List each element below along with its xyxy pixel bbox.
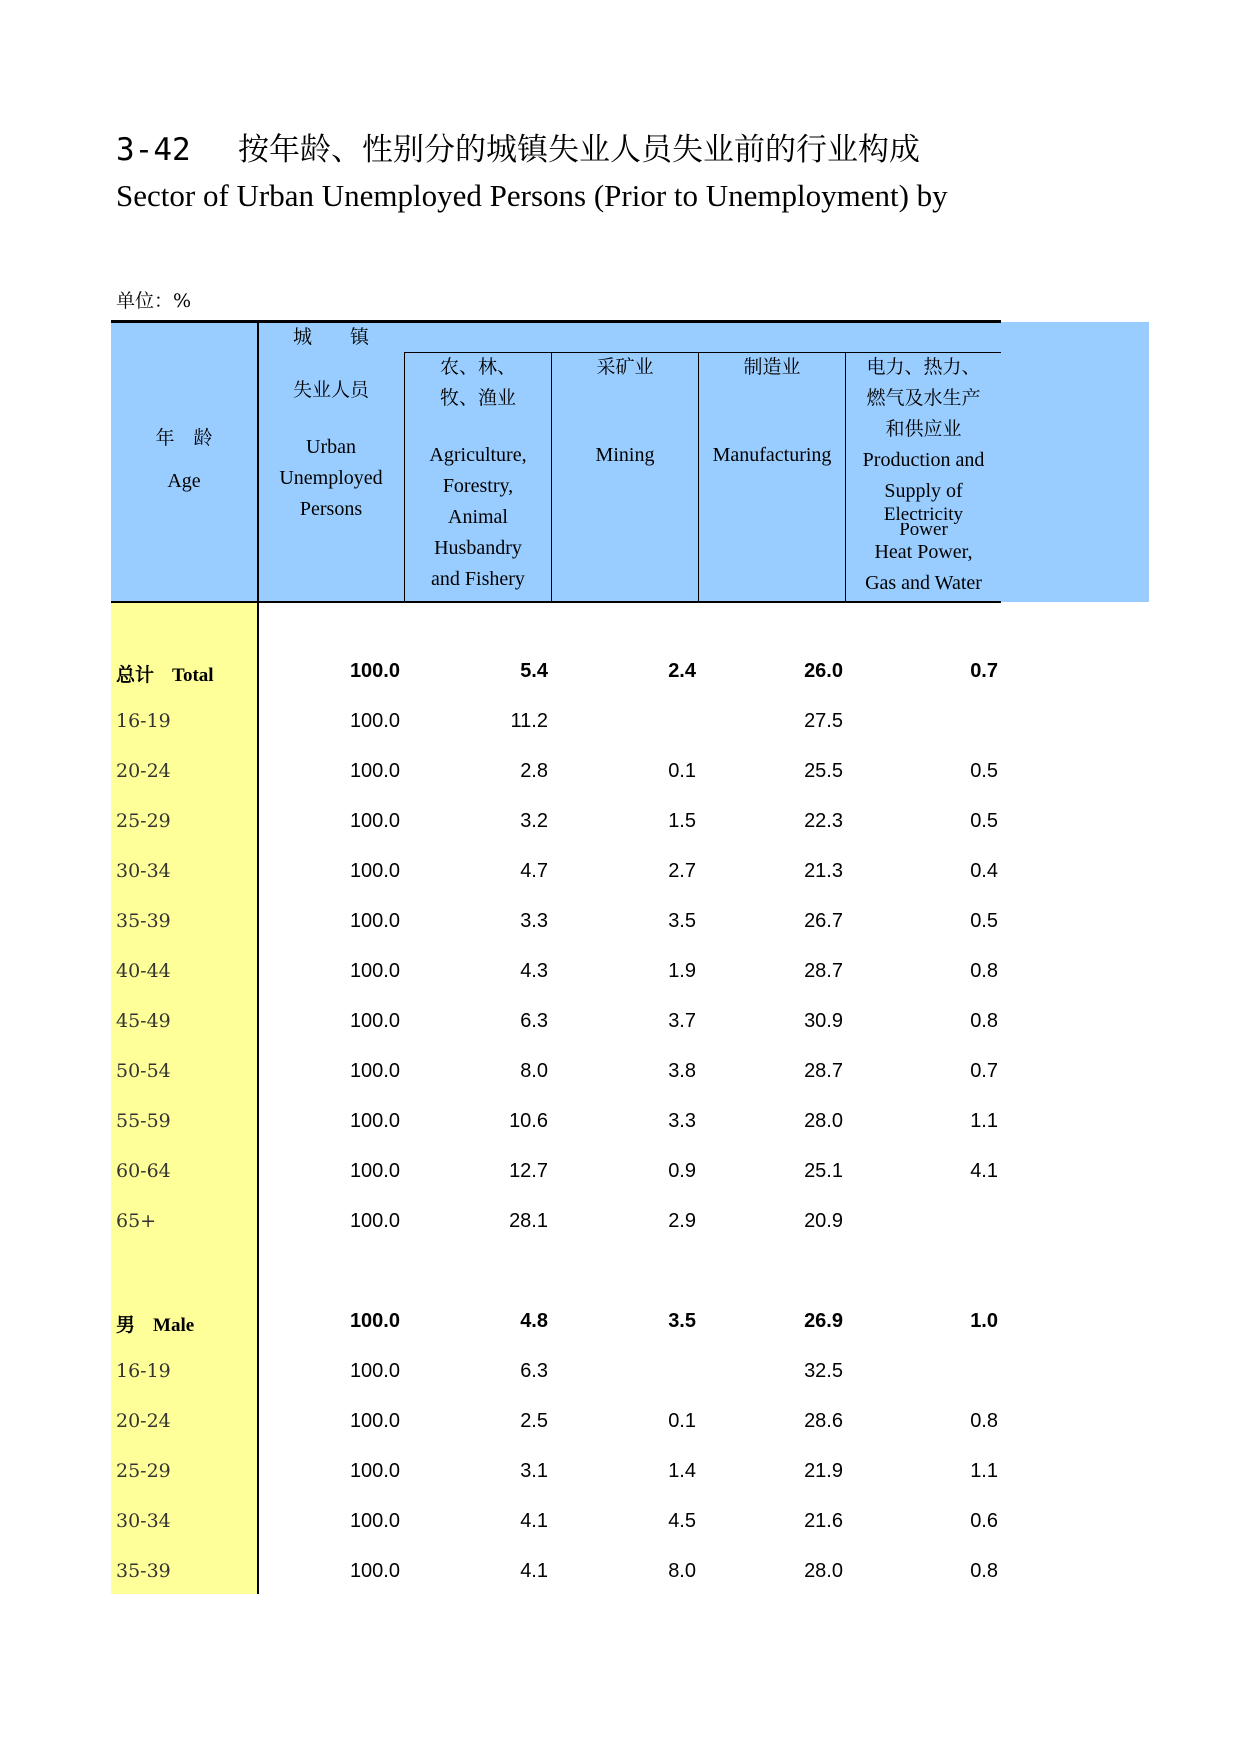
row-label-text: 25-29 <box>116 810 171 832</box>
table-cell: 4.1 <box>520 1560 548 1582</box>
header-manufacturing-en: Manufacturing <box>712 444 832 466</box>
page-title-cn <box>116 124 920 169</box>
table-cell: 4.1 <box>970 1160 998 1182</box>
table-cell: 0.1 <box>668 760 696 782</box>
table-cell: 2.9 <box>668 1210 696 1232</box>
table-cell: 0.6 <box>970 1510 998 1532</box>
table-number: 3-42 <box>116 132 191 168</box>
table-cell: 0.8 <box>970 960 998 982</box>
table-cell: 4.7 <box>520 860 548 882</box>
table-cell: 2.8 <box>520 760 548 782</box>
row-label-text: 55-59 <box>116 1110 171 1132</box>
table-cell: 10.6 <box>509 1110 548 1132</box>
row-label <box>116 1010 171 1032</box>
table-cell: 8.0 <box>668 1560 696 1582</box>
table-cell: 100.0 <box>349 760 400 782</box>
table-cell: 8.0 <box>520 1060 548 1082</box>
table-row <box>0 1348 1240 1398</box>
header-total-cn1: 城 镇 <box>292 326 369 348</box>
row-label <box>116 1310 194 1337</box>
row-label <box>116 1360 171 1382</box>
table-cell: 3.5 <box>668 910 696 932</box>
table-cell: 3.3 <box>520 910 548 932</box>
table-cell: 6.3 <box>520 1360 548 1382</box>
header-manufacturing-cn: 制造业 <box>743 356 801 378</box>
row-label <box>116 760 171 782</box>
table-row <box>0 1198 1240 1248</box>
table-row <box>0 648 1240 698</box>
table-cell: 0.7 <box>970 1060 998 1082</box>
table-cell: 6.3 <box>520 1010 548 1032</box>
table-cell: 100.0 <box>349 960 400 982</box>
row-label-en: Total <box>172 665 214 686</box>
table-cell: 0.8 <box>970 1560 998 1582</box>
header-agri-en1: Agriculture, <box>429 444 527 466</box>
header-agri-cn2: 牧、渔业 <box>439 387 516 409</box>
table-cell: 26.7 <box>804 910 843 932</box>
table-cell: 32.5 <box>804 1360 843 1382</box>
row-label <box>116 1510 171 1532</box>
table-cell: 0.4 <box>970 860 998 882</box>
row-label-text: 60-64 <box>116 1160 171 1182</box>
row-label-text: 30-34 <box>116 860 171 882</box>
table-cell: 100.0 <box>349 1110 400 1132</box>
table-cell: 100.0 <box>349 1210 400 1232</box>
row-label <box>116 810 171 832</box>
table-cell: 100.0 <box>349 710 400 732</box>
table-cell: 3.3 <box>668 1110 696 1132</box>
row-label-text: 45-49 <box>116 1010 171 1032</box>
table-cell: 0.5 <box>970 760 998 782</box>
table-cell: 25.1 <box>804 1160 843 1182</box>
row-label <box>116 1460 171 1482</box>
table-cell: 100.0 <box>349 1160 400 1182</box>
table-cell: 0.1 <box>668 1410 696 1432</box>
row-label <box>116 860 171 882</box>
header-urban-unemployed <box>258 322 404 525</box>
table-cell: 28.1 <box>509 1210 548 1232</box>
table-cell: 21.6 <box>804 1510 843 1532</box>
table-cell: 5.4 <box>520 660 548 682</box>
header-agri-en3: Animal <box>448 506 508 528</box>
table-cell: 22.3 <box>804 810 843 832</box>
row-label <box>116 1410 171 1432</box>
table-cell: 28.6 <box>804 1410 843 1432</box>
header-elec-cn2: 燃气及水生产 <box>866 387 981 409</box>
table-row <box>0 998 1240 1048</box>
table-cell: 100.0 <box>349 1310 400 1332</box>
row-label <box>116 1560 171 1582</box>
table-cell: 1.0 <box>970 1310 998 1332</box>
row-label-text: 20-24 <box>116 1410 171 1432</box>
table-cell: 3.7 <box>668 1010 696 1032</box>
table-row <box>0 1498 1240 1548</box>
header-elec-en5: Heat Power, <box>874 541 973 563</box>
table-cell: 3.2 <box>520 810 548 832</box>
table-cell: 100.0 <box>349 910 400 932</box>
table-cell: 25.5 <box>804 760 843 782</box>
table-cell: 2.7 <box>668 860 696 882</box>
table-cell: 0.8 <box>970 1010 998 1032</box>
table-row <box>0 1298 1240 1348</box>
header-agri-en5: and Fishery <box>431 568 525 590</box>
table-cell: 3.1 <box>520 1460 548 1482</box>
table-row <box>0 1148 1240 1198</box>
table-row <box>0 748 1240 798</box>
header-age-en: Age <box>167 470 201 492</box>
row-label-text: 30-34 <box>116 1510 171 1532</box>
header-agriculture <box>405 352 551 595</box>
header-elec-en1: Production and <box>862 449 985 471</box>
header-agri-en2: Forestry, <box>442 475 514 497</box>
row-label-text: 总计 <box>116 664 155 686</box>
header-age <box>111 423 257 497</box>
row-label-en: Male <box>153 1315 195 1336</box>
table-cell: 12.7 <box>509 1160 548 1182</box>
table-cell: 26.9 <box>804 1310 843 1332</box>
header-electricity <box>846 352 1001 599</box>
table-cell: 100.0 <box>349 1560 400 1582</box>
row-label-text: 35-39 <box>116 1560 171 1582</box>
table-cell: 1.9 <box>668 960 696 982</box>
header-elec-cn1: 电力、热力、 <box>866 356 981 378</box>
row-label <box>116 710 171 732</box>
unit-label: 单位：% <box>116 290 192 312</box>
table-cell: 0.7 <box>970 660 998 682</box>
table-cell: 1.5 <box>668 810 696 832</box>
table-row <box>0 1548 1240 1598</box>
table-cell: 11.2 <box>510 710 548 732</box>
row-label <box>116 1160 171 1182</box>
row-label-text: 16-19 <box>116 710 171 732</box>
table-cell: 4.8 <box>520 1310 548 1332</box>
table-row <box>0 1098 1240 1148</box>
table-cell: 4.3 <box>520 960 548 982</box>
table-row <box>0 1448 1240 1498</box>
table-top-rule <box>111 320 1001 323</box>
row-label <box>116 960 171 982</box>
table-row <box>0 848 1240 898</box>
table-cell: 30.9 <box>804 1010 843 1032</box>
table-cell: 3.5 <box>668 1310 696 1332</box>
row-label-text: 16-19 <box>116 1360 171 1382</box>
table-cell: 0.5 <box>970 810 998 832</box>
table-cell: 100.0 <box>349 1360 400 1382</box>
row-label <box>116 1210 156 1232</box>
table-row <box>0 798 1240 848</box>
row-label-text: 50-54 <box>116 1060 171 1082</box>
header-mining <box>552 352 698 471</box>
header-elec-en3: Electricity <box>883 504 964 525</box>
header-agri-en4: Husbandry <box>434 537 522 559</box>
header-elec-cn3: 和供应业 <box>885 418 962 440</box>
header-elec-en6: Gas and Water <box>865 572 982 594</box>
table-cell: 0.9 <box>668 1160 696 1182</box>
header-agri-cn1: 农、林、 <box>439 356 516 378</box>
row-label <box>116 910 171 932</box>
row-label-text: 40-44 <box>116 960 171 982</box>
table-cell: 100.0 <box>349 810 400 832</box>
title-cn-text: 按年龄、性别分的城镇失业人员失业前的行业构成 <box>238 132 920 168</box>
table-cell: 26.0 <box>804 660 843 682</box>
row-label <box>116 1060 171 1082</box>
table-cell: 2.4 <box>668 660 696 682</box>
header-total-en3: Persons <box>299 498 363 520</box>
header-elec-en2: Supply of <box>884 480 963 502</box>
table-cell: 100.0 <box>349 1510 400 1532</box>
table-cell: 0.8 <box>970 1410 998 1432</box>
row-label-text: 35-39 <box>116 910 171 932</box>
row-label <box>116 660 214 687</box>
header-mining-en: Mining <box>595 444 655 466</box>
table-cell: 28.0 <box>804 1560 843 1582</box>
header-total-en2: Unemployed <box>279 467 383 489</box>
table-row <box>0 1048 1240 1098</box>
table-row <box>0 1398 1240 1448</box>
table-cell: 28.7 <box>804 1060 843 1082</box>
table-cell: 100.0 <box>349 860 400 882</box>
row-label-text: 25-29 <box>116 1460 171 1482</box>
table-cell: 1.4 <box>668 1460 696 1482</box>
table-cell: 21.3 <box>804 860 843 882</box>
table-cell: 27.5 <box>804 710 843 732</box>
table-cell: 21.9 <box>804 1460 843 1482</box>
header-elec-en4: Power <box>899 523 948 537</box>
table-cell: 3.8 <box>668 1060 696 1082</box>
table-row <box>0 948 1240 998</box>
table-cell: 100.0 <box>349 1060 400 1082</box>
header-mining-cn: 采矿业 <box>596 356 654 378</box>
table-cell: 100.0 <box>349 1410 400 1432</box>
table-cell: 100.0 <box>349 1010 400 1032</box>
table-cell: 100.0 <box>349 1460 400 1482</box>
header-manufacturing <box>699 352 845 471</box>
table-row <box>0 898 1240 948</box>
row-label-text: 65+ <box>116 1210 157 1232</box>
row-label <box>116 1110 171 1132</box>
table-cell: 28.7 <box>804 960 843 982</box>
row-label-text: 男 <box>116 1314 136 1336</box>
table-cell: 4.1 <box>520 1510 548 1532</box>
table-row <box>0 698 1240 748</box>
header-age-cn: 年 龄 <box>155 427 213 449</box>
page-title-en: Sector of Urban Unemployed Persons (Prior to Unemployment) by <box>116 178 948 213</box>
table-cell: 1.1 <box>970 1110 998 1132</box>
table-cell: 28.0 <box>804 1110 843 1132</box>
header-total-en1: Urban <box>306 436 356 458</box>
table-cell: 1.1 <box>970 1460 998 1482</box>
table-cell: 20.9 <box>804 1210 843 1232</box>
row-label-text: 20-24 <box>116 760 171 782</box>
table-cell: 2.5 <box>520 1410 548 1432</box>
header-bottom-rule <box>111 601 1001 603</box>
table-cell: 4.5 <box>668 1510 696 1532</box>
table-cell: 0.5 <box>970 910 998 932</box>
table-cell: 100.0 <box>349 660 400 682</box>
header-total-cn2: 失业人员 <box>292 379 369 401</box>
